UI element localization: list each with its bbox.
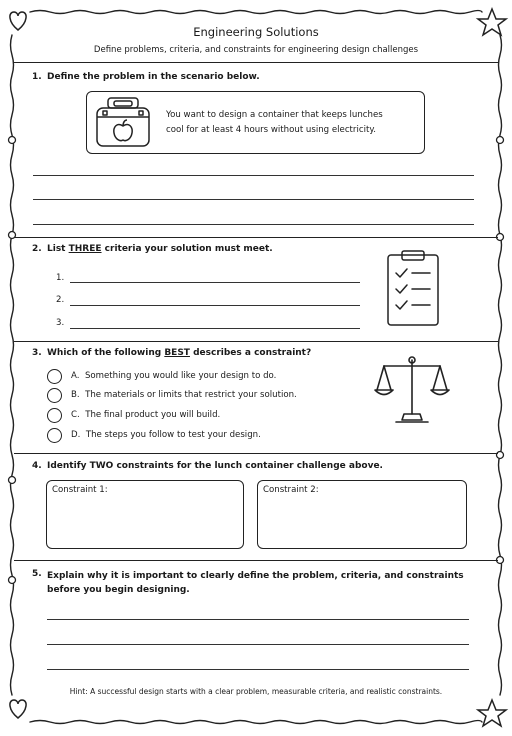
- criteria-number: 3.: [56, 318, 65, 328]
- option-d[interactable]: [71, 430, 261, 440]
- prompt-line-1: Explain why it is important to clearly define the problem, criteria, and constraints: [47, 571, 464, 581]
- prompt-text: Which of the following: [47, 348, 165, 358]
- question-4-prompt: Identify TWO constraints for the lunch container challenge above.: [47, 461, 383, 471]
- option-c[interactable]: [71, 410, 220, 420]
- criteria-line-1[interactable]: [70, 282, 360, 283]
- answer-line[interactable]: [33, 224, 474, 225]
- checklist-clipboard-icon: [386, 249, 440, 327]
- hint-text: Hint: A successful design starts with a clear problem, measurable criteria, and realistic constraints.: [69, 687, 443, 696]
- option-b-radio[interactable]: [47, 388, 62, 403]
- question-1-prompt: Define the problem in the scenario below.: [47, 72, 260, 82]
- scenario-line-1: You want to design a container that keeps lunches: [166, 110, 383, 120]
- option-letter: C.: [71, 410, 80, 420]
- prompt-keyword: BEST: [164, 348, 190, 358]
- option-letter: D.: [71, 430, 81, 440]
- question-2-prompt: [47, 244, 273, 254]
- answer-line[interactable]: [47, 619, 469, 620]
- option-text: The steps you follow to test your design.: [85, 430, 261, 440]
- question-3-prompt: [47, 348, 311, 358]
- option-text: The materials or limits that restrict your solution.: [85, 390, 297, 400]
- criteria-line-2[interactable]: [70, 305, 360, 306]
- prompt-text: describes a constraint?: [189, 348, 312, 358]
- option-a[interactable]: [71, 371, 276, 381]
- page-subtitle: Define problems, criteria, and constraints for engineering design challenges: [93, 45, 419, 55]
- lunchbox-with-apple-icon: [93, 95, 153, 150]
- heart-icon: [10, 700, 26, 718]
- balance-scale-icon: [374, 352, 450, 426]
- option-text: The final product you will build.: [85, 410, 221, 420]
- answer-line[interactable]: [47, 644, 469, 645]
- option-letter: B.: [71, 390, 80, 400]
- prompt-line-2: before you begin designing.: [47, 585, 190, 595]
- section-divider: [14, 560, 498, 561]
- section-divider: [14, 62, 498, 63]
- constraint-1-label: Constraint 1:: [52, 485, 108, 495]
- criteria-number: 1.: [56, 273, 65, 283]
- option-d-radio[interactable]: [47, 428, 62, 443]
- section-divider: [14, 453, 498, 454]
- criteria-number: 2.: [56, 295, 65, 305]
- prompt-keyword: THREE: [68, 244, 102, 254]
- question-2-number: 2.: [32, 244, 42, 254]
- constraint-2-label: Constraint 2:: [263, 485, 319, 495]
- section-divider: [14, 341, 498, 342]
- question-5-prompt: [47, 569, 464, 597]
- answer-line[interactable]: [47, 669, 469, 670]
- page-title: Engineering Solutions: [193, 25, 319, 39]
- scenario-line-2: cool for at least 4 hours without using electricity.: [166, 125, 376, 135]
- option-a-radio[interactable]: [47, 369, 62, 384]
- prompt-text: criteria your solution must meet.: [101, 244, 273, 254]
- prompt-text: List: [47, 244, 69, 254]
- criteria-line-3[interactable]: [70, 328, 360, 329]
- question-1-number: 1.: [32, 72, 42, 82]
- constraint-2-box[interactable]: [257, 480, 467, 549]
- answer-line[interactable]: [33, 175, 474, 176]
- question-4-number: 4.: [32, 461, 42, 471]
- answer-line[interactable]: [33, 199, 474, 200]
- option-text: Something you would like your design to do.: [84, 371, 277, 381]
- question-3-number: 3.: [32, 348, 42, 358]
- question-5-number: 5.: [32, 569, 42, 579]
- section-divider: [14, 237, 498, 238]
- option-b[interactable]: [71, 390, 297, 400]
- scenario-text: [166, 108, 416, 138]
- constraint-1-box[interactable]: [46, 480, 244, 549]
- option-letter: A.: [71, 371, 80, 381]
- option-c-radio[interactable]: [47, 408, 62, 423]
